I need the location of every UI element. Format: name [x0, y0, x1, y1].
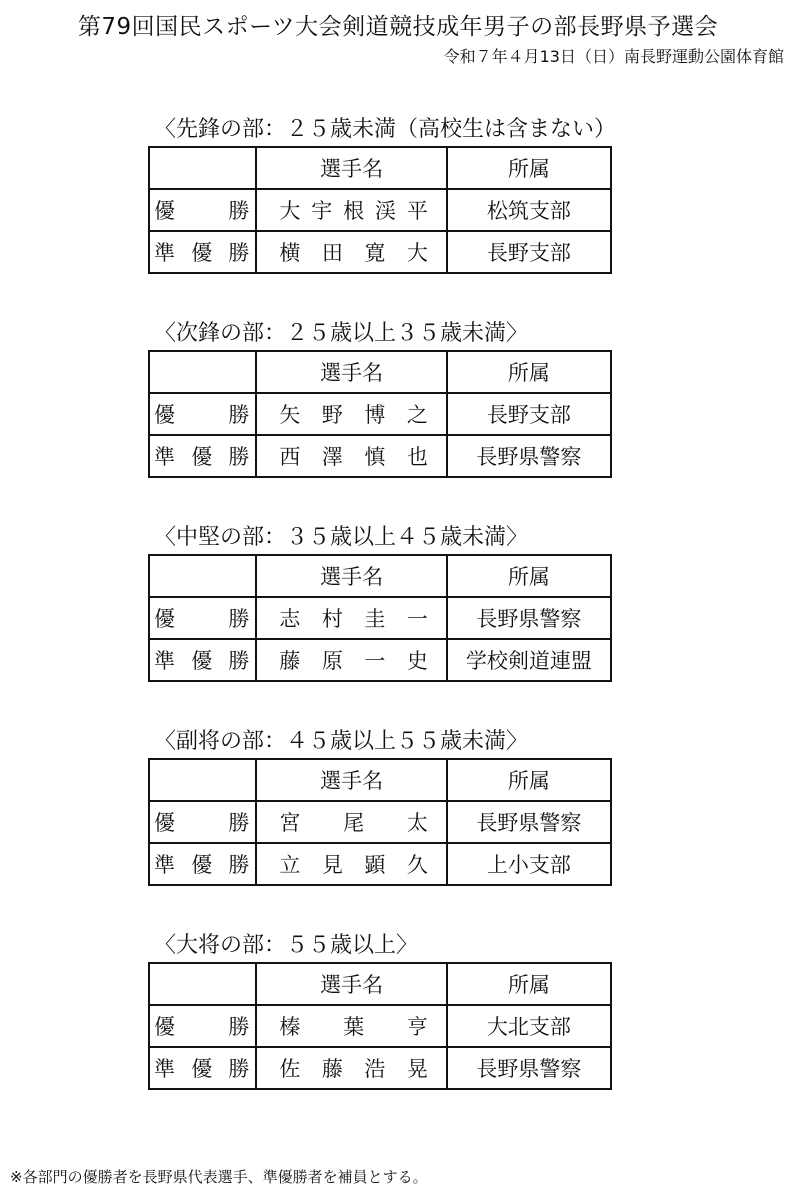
glyph: 準: [154, 445, 175, 469]
glyph: 澤: [321, 445, 343, 469]
rank-cell: [149, 1047, 256, 1089]
glyph: 之: [406, 403, 428, 427]
glyph: 寛: [364, 241, 386, 265]
rank-cell: [149, 231, 256, 273]
table-row: [149, 1047, 611, 1089]
glyph: 勝: [228, 607, 250, 631]
glyph: 勝: [228, 1015, 250, 1039]
results-table: [148, 350, 612, 478]
player-name: [257, 237, 445, 267]
glyph: 平: [406, 199, 428, 223]
section-heading: 〈中堅の部：３５歳以上４５歳未満〉: [154, 525, 529, 550]
results-table: [148, 554, 612, 682]
glyph: 尾: [343, 811, 365, 835]
glyph: 葉: [343, 1015, 365, 1039]
rank-cell: [149, 597, 256, 639]
player-name: [257, 645, 445, 675]
rank-label: [150, 849, 255, 879]
affiliation-cell: 長野県警察: [447, 597, 611, 639]
table-header-row: [149, 759, 611, 801]
table-row: [149, 435, 611, 477]
table-row: [149, 393, 611, 435]
table-row: [149, 639, 611, 681]
table-header-row: [149, 555, 611, 597]
glyph: 優: [191, 445, 213, 469]
rank-cell: [149, 189, 256, 231]
header-name-cell: 選手名: [256, 759, 446, 801]
date-venue: 令和７年４月13日（日）南長野運動公園体育館: [443, 47, 784, 66]
section-heading: 〈先鋒の部：２５歳未満（高校生は含まない）: [154, 117, 617, 142]
glyph: 藤: [321, 1057, 343, 1081]
player-name-cell: [256, 801, 446, 843]
header-blank-cell: [149, 759, 256, 801]
table-header-row: [149, 147, 611, 189]
table-row: [149, 801, 611, 843]
player-name: [257, 1011, 445, 1041]
section-heading: 〈大将の部：５５歳以上〉: [154, 933, 419, 958]
glyph: 圭: [364, 607, 386, 631]
header-name-cell: 選手名: [256, 963, 446, 1005]
glyph: 優: [154, 1015, 175, 1039]
glyph: 榛: [279, 1015, 301, 1039]
rank-cell: [149, 435, 256, 477]
rank-label: [150, 195, 255, 225]
glyph: 勝: [228, 445, 250, 469]
rank-cell: [149, 393, 256, 435]
rank-label: [150, 399, 255, 429]
glyph: 西: [279, 445, 301, 469]
glyph: 田: [321, 241, 343, 265]
rank-cell: [149, 801, 256, 843]
rank-label: [150, 603, 255, 633]
glyph: 藤: [279, 649, 301, 673]
glyph: 顕: [364, 853, 386, 877]
player-name-cell: [256, 393, 446, 435]
glyph: 宇: [311, 199, 333, 223]
glyph: 久: [406, 853, 428, 877]
table-row: [149, 597, 611, 639]
player-name-cell: [256, 435, 446, 477]
glyph: 渓: [374, 199, 396, 223]
glyph: 優: [154, 607, 175, 631]
glyph: 村: [321, 607, 343, 631]
glyph: 見: [321, 853, 343, 877]
player-name-cell: [256, 231, 446, 273]
glyph: 志: [279, 607, 301, 631]
results-table: [148, 758, 612, 886]
glyph: 準: [154, 241, 175, 265]
header-affiliation-cell: 所属: [447, 147, 611, 189]
header-affiliation-cell: 所属: [447, 555, 611, 597]
glyph: 浩: [364, 1057, 386, 1081]
glyph: 優: [191, 649, 213, 673]
glyph: 大: [406, 241, 428, 265]
rank-label: [150, 237, 255, 267]
glyph: 準: [154, 853, 175, 877]
section-heading: 〈副将の部：４５歳以上５５歳未満〉: [154, 729, 529, 754]
player-name-cell: [256, 597, 446, 639]
glyph: 慎: [364, 445, 386, 469]
glyph: 優: [154, 199, 175, 223]
results-table: [148, 962, 612, 1090]
header-affiliation-cell: 所属: [447, 351, 611, 393]
player-name: [257, 399, 445, 429]
results-table: [148, 146, 612, 274]
affiliation-cell: 長野県警察: [447, 801, 611, 843]
glyph: 準: [154, 649, 175, 673]
glyph: 大: [279, 199, 301, 223]
glyph: 也: [406, 445, 428, 469]
affiliation-cell: 長野支部: [447, 231, 611, 273]
table-row: [149, 231, 611, 273]
rank-cell: [149, 639, 256, 681]
glyph: 勝: [228, 811, 250, 835]
glyph: 野: [321, 403, 343, 427]
player-name: [257, 603, 445, 633]
affiliation-cell: 長野県警察: [447, 1047, 611, 1089]
player-name: [257, 849, 445, 879]
page-title: 第79回国民スポーツ大会剣道競技成年男子の部長野県予選会: [77, 14, 719, 40]
player-name-cell: [256, 1047, 446, 1089]
table-header-row: [149, 351, 611, 393]
affiliation-cell: 松筑支部: [447, 189, 611, 231]
affiliation-cell: 大北支部: [447, 1005, 611, 1047]
header-affiliation-cell: 所属: [447, 759, 611, 801]
glyph: 勝: [228, 853, 250, 877]
affiliation-cell: 長野支部: [447, 393, 611, 435]
rank-label: [150, 1011, 255, 1041]
header-blank-cell: [149, 963, 256, 1005]
glyph: 勝: [228, 1057, 250, 1081]
glyph: 佐: [279, 1057, 301, 1081]
glyph: 優: [191, 241, 213, 265]
player-name: [257, 195, 445, 225]
glyph: 勝: [228, 199, 250, 223]
glyph: 勝: [228, 403, 250, 427]
header-name-cell: 選手名: [256, 351, 446, 393]
player-name-cell: [256, 1005, 446, 1047]
rank-label: [150, 645, 255, 675]
footnote: ※各部門の優勝者を長野県代表選手、準優勝者を補員とする。: [10, 1168, 428, 1186]
header-blank-cell: [149, 147, 256, 189]
glyph: 原: [321, 649, 343, 673]
section-heading: 〈次鋒の部：２５歳以上３５歳未満〉: [154, 321, 529, 346]
glyph: 優: [191, 853, 213, 877]
glyph: 優: [154, 811, 175, 835]
rank-cell: [149, 843, 256, 885]
glyph: 一: [406, 607, 428, 631]
player-name: [257, 807, 445, 837]
header-name-cell: 選手名: [256, 555, 446, 597]
affiliation-cell: 上小支部: [447, 843, 611, 885]
player-name-cell: [256, 639, 446, 681]
glyph: 横: [279, 241, 301, 265]
player-name-cell: [256, 843, 446, 885]
player-name: [257, 441, 445, 471]
glyph: 準: [154, 1057, 175, 1081]
glyph: 立: [279, 853, 301, 877]
glyph: 一: [364, 649, 386, 673]
glyph: 優: [154, 403, 175, 427]
glyph: 史: [406, 649, 428, 673]
glyph: 博: [364, 403, 386, 427]
glyph: 矢: [279, 403, 301, 427]
affiliation-cell: 学校剣道連盟: [447, 639, 611, 681]
header-blank-cell: [149, 555, 256, 597]
glyph: 晃: [406, 1057, 428, 1081]
player-name-cell: [256, 189, 446, 231]
glyph: 勝: [228, 649, 250, 673]
header-affiliation-cell: 所属: [447, 963, 611, 1005]
rank-label: [150, 441, 255, 471]
table-header-row: [149, 963, 611, 1005]
header-blank-cell: [149, 351, 256, 393]
player-name: [257, 1053, 445, 1083]
table-row: [149, 843, 611, 885]
glyph: 太: [406, 811, 428, 835]
table-row: [149, 1005, 611, 1047]
affiliation-cell: 長野県警察: [447, 435, 611, 477]
glyph: 根: [343, 199, 365, 223]
header-name-cell: 選手名: [256, 147, 446, 189]
table-row: [149, 189, 611, 231]
glyph: 優: [191, 1057, 213, 1081]
rank-label: [150, 1053, 255, 1083]
rank-label: [150, 807, 255, 837]
glyph: 勝: [228, 241, 250, 265]
glyph: 亨: [406, 1015, 428, 1039]
rank-cell: [149, 1005, 256, 1047]
glyph: 宮: [279, 811, 301, 835]
